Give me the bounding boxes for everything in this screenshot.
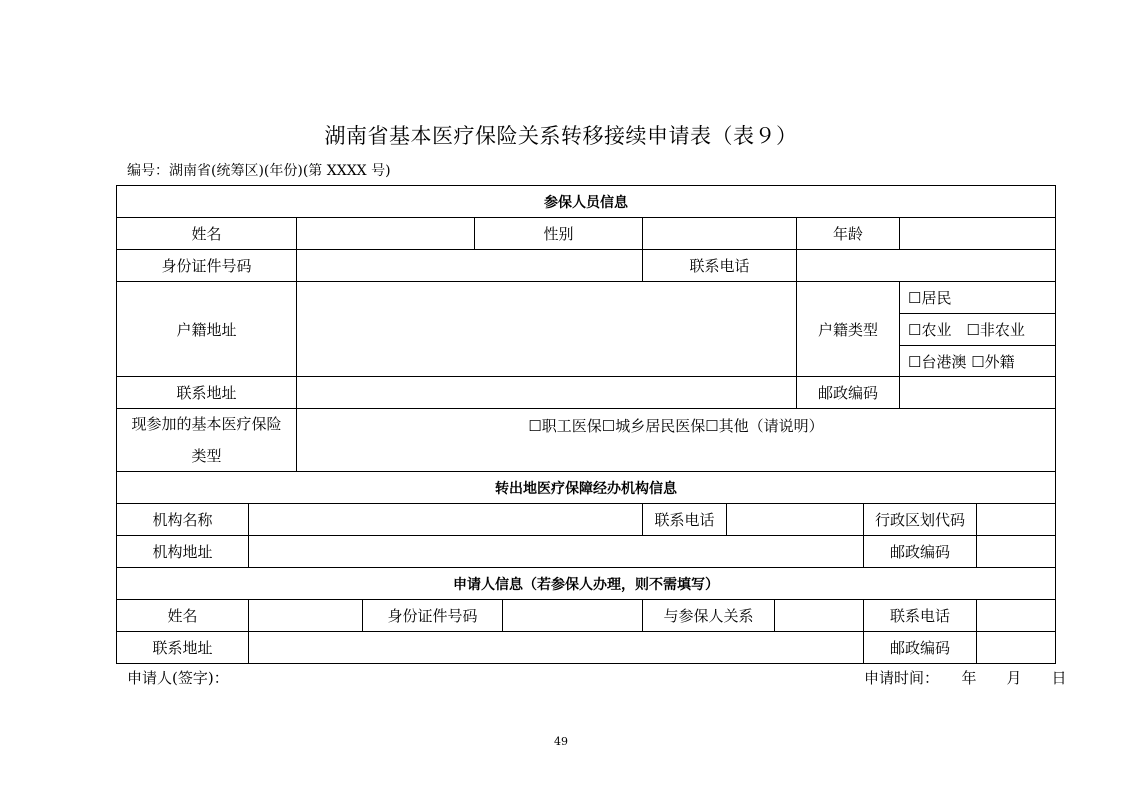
org-phone-field[interactable] (727, 504, 864, 535)
applicant-name-row (117, 600, 1055, 632)
form-number-line: 编号：湖南省(统筹区)(年份)(第 XXXX 号) (127, 163, 391, 179)
applicant-postal-field[interactable] (977, 632, 1055, 663)
insured-id-row (117, 250, 1055, 282)
insured-section-heading: 参保人员信息 (544, 194, 628, 211)
household-address-label: 户籍地址 (117, 282, 297, 376)
applicant-address-row (117, 632, 1055, 663)
applicant-postal-label: 邮政编码 (864, 632, 977, 663)
division-code-label: 行政区划代码 (864, 504, 977, 535)
household-option-foreign-checkbox[interactable]: ☐台港澳 ☐外籍 (908, 353, 1015, 371)
insurance-type-label-line2: 类型 (191, 447, 222, 465)
applicant-header-row (117, 568, 1055, 600)
insured-name-field[interactable] (297, 218, 475, 249)
applicant-address-label: 联系地址 (117, 632, 249, 663)
insured-phone-field[interactable] (797, 250, 1055, 281)
form-title: 湖南省基本医疗保险关系转移接续申请表（表９） (324, 124, 798, 148)
insured-gender-field[interactable] (643, 218, 797, 249)
applicant-phone-field[interactable] (977, 600, 1055, 631)
applicant-relation-field[interactable] (775, 600, 864, 631)
insurance-type-options[interactable]: ☐职工医保☐城乡居民医保☐其他（请说明） (528, 417, 824, 435)
application-date-label: 申请时间： 年 月 日 (864, 669, 1067, 687)
applicant-name-label: 姓名 (117, 600, 249, 631)
insurance-type-row (117, 409, 1055, 472)
household-type-options (900, 282, 1055, 376)
applicant-heading: 申请人信息（若参保人办理，则不需填写） (453, 576, 719, 593)
household-option-agri-checkbox[interactable]: ☐农业 ☐非农业 (900, 314, 1055, 346)
insured-postal-label: 邮政编码 (797, 377, 900, 408)
insured-age-field[interactable] (900, 218, 1055, 249)
org-address-field[interactable] (249, 536, 864, 567)
insurance-type-label (117, 409, 297, 471)
org-postal-label: 邮政编码 (864, 536, 977, 567)
insured-name-label: 姓名 (117, 218, 297, 249)
org-name-row (117, 504, 1055, 536)
insured-phone-label: 联系电话 (643, 250, 797, 281)
insured-gender-label: 性别 (475, 218, 643, 249)
org-postal-field[interactable] (977, 536, 1055, 567)
application-form-table (116, 185, 1056, 664)
household-type-label: 户籍类型 (797, 282, 900, 376)
transfer-out-header-row (117, 472, 1055, 504)
insured-id-field[interactable] (297, 250, 643, 281)
org-name-field[interactable] (249, 504, 643, 535)
household-address-field[interactable] (297, 282, 797, 376)
insurance-type-label-line1: 现参加的基本医疗保险 (131, 415, 282, 433)
transfer-out-heading: 转出地医疗保障经办机构信息 (495, 480, 677, 497)
contact-address-row (117, 377, 1055, 409)
applicant-signature-label: 申请人(签字)： (127, 669, 229, 687)
org-address-label: 机构地址 (117, 536, 249, 567)
page-number: 49 (554, 735, 568, 748)
org-address-row (117, 536, 1055, 568)
applicant-address-field[interactable] (249, 632, 864, 663)
org-phone-label: 联系电话 (643, 504, 727, 535)
insured-name-row (117, 218, 1055, 250)
applicant-name-field[interactable] (249, 600, 363, 631)
applicant-phone-label: 联系电话 (864, 600, 977, 631)
household-row (117, 282, 1055, 377)
insured-section-header-row (117, 186, 1055, 218)
insured-id-label: 身份证件号码 (117, 250, 297, 281)
contact-address-field[interactable] (297, 377, 797, 408)
division-code-field[interactable] (977, 504, 1055, 535)
applicant-relation-label: 与参保人关系 (643, 600, 775, 631)
applicant-id-label: 身份证件号码 (363, 600, 503, 631)
org-name-label: 机构名称 (117, 504, 249, 535)
household-option-resident-checkbox[interactable]: ☐居民 (900, 282, 1055, 314)
applicant-id-field[interactable] (503, 600, 643, 631)
contact-address-label: 联系地址 (117, 377, 297, 408)
insured-age-label: 年龄 (797, 218, 900, 249)
insured-postal-field[interactable] (900, 377, 1055, 408)
